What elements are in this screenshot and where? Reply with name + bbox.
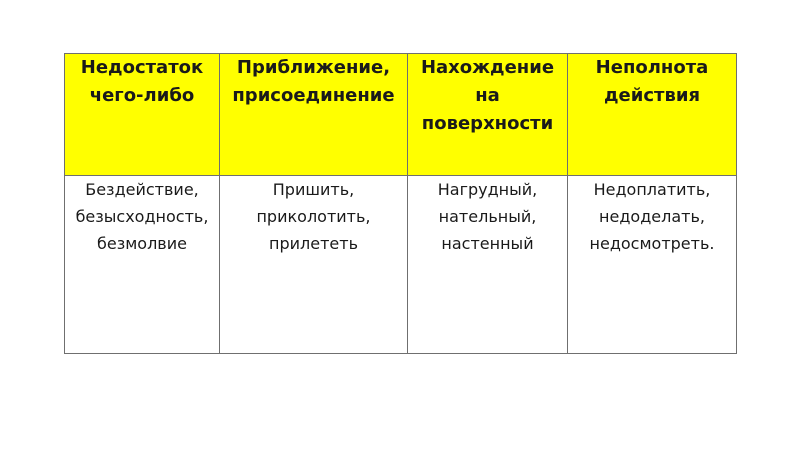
cell-text: Бездействие, безысходность, безмолвие (75, 180, 209, 253)
table-row (65, 176, 737, 354)
header-text: Приближение, присоединение (232, 57, 395, 106)
cell-text: Пришить, приколотить, прилететь (256, 180, 371, 253)
header-text: Недостаток чего-либо (80, 57, 204, 106)
header-text: Неполнота действия (595, 57, 709, 106)
table-header-row (65, 54, 737, 176)
table-cell (408, 176, 568, 354)
header-cell-incompleteness (568, 54, 737, 176)
header-cell-approach (220, 54, 408, 176)
table-cell (65, 176, 220, 354)
table-cell (568, 176, 737, 354)
header-cell-lack (65, 54, 220, 176)
cell-text: Недоплатить, недоделать, недосмотреть. (589, 180, 715, 253)
cell-text: Нагрудный, нательный, настенный (437, 180, 538, 253)
table-cell (220, 176, 408, 354)
header-text: Нахождение на поверхности (420, 57, 555, 134)
prefix-meaning-table (64, 53, 737, 354)
header-cell-surface (408, 54, 568, 176)
